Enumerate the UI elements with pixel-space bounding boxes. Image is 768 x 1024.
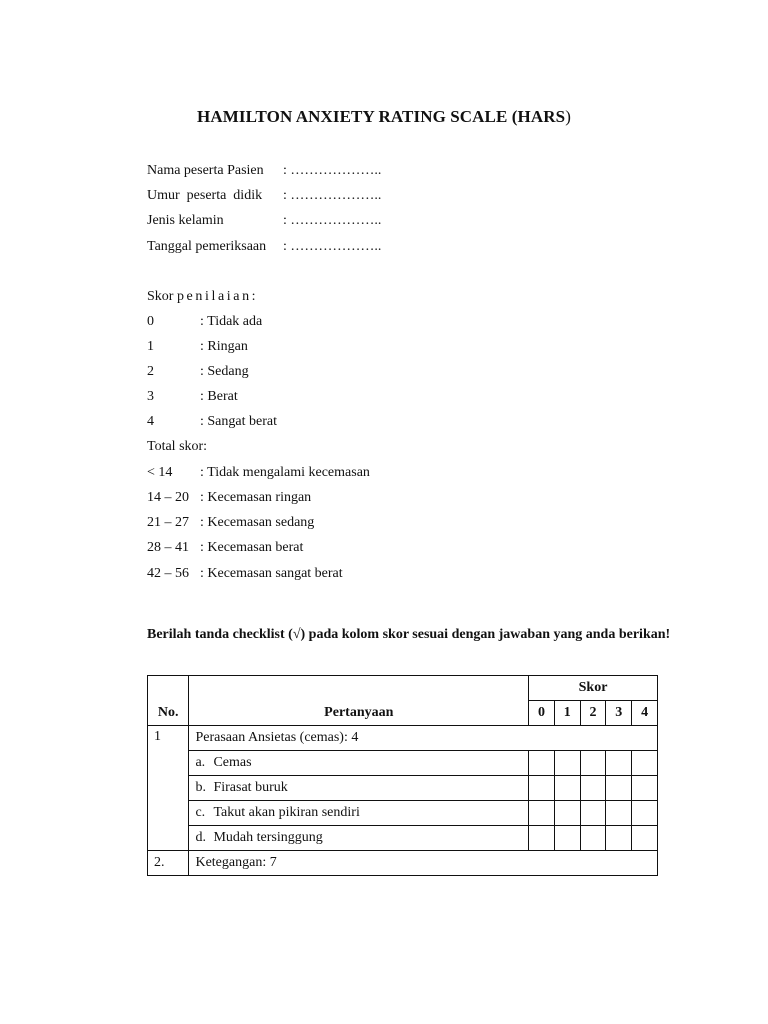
score-cell-1[interactable] — [554, 751, 580, 776]
table-subrow — [148, 776, 658, 801]
scoring-key: 0 — [147, 314, 154, 329]
header-score: Skor — [529, 676, 658, 701]
score-col-4: 4 — [632, 701, 658, 726]
total-item — [147, 490, 311, 506]
table-row — [148, 851, 658, 876]
instruction-text: Berilah tanda checklist (√) pada kolom skor sesuai dengan jawaban yang anda berikan! — [147, 627, 671, 642]
identity-row-name — [147, 163, 381, 179]
total-key: 21 – 27 — [147, 515, 189, 530]
identity-value: : ……………….. — [283, 163, 382, 178]
identity-row-age — [147, 188, 381, 204]
total-value: : Kecemasan sedang — [200, 515, 315, 530]
scoring-key: 2 — [147, 364, 154, 379]
identity-label: Nama peserta Pasien — [147, 163, 264, 178]
item-text: Mudah tersinggung — [213, 830, 323, 845]
question-item — [189, 776, 529, 801]
table-row — [148, 726, 658, 751]
total-value: : Kecemasan sangat berat — [200, 566, 343, 581]
score-cell-1[interactable] — [554, 776, 580, 801]
total-key: 42 – 56 — [147, 566, 189, 581]
score-cell-2[interactable] — [580, 826, 606, 851]
item-letter: a. — [195, 755, 206, 770]
identity-label: Tanggal pemeriksaan — [147, 239, 267, 254]
item-text: Cemas — [213, 755, 252, 770]
scoring-item — [147, 389, 238, 405]
scoring-value: : Tidak ada — [200, 314, 263, 329]
score-cell-0[interactable] — [529, 776, 555, 801]
total-value: : Kecemasan berat — [200, 540, 304, 555]
header-question: Pertanyaan — [189, 676, 529, 726]
score-cell-4[interactable] — [632, 801, 658, 826]
item-letter: b. — [195, 780, 206, 795]
score-cell-0[interactable] — [529, 826, 555, 851]
total-value: : Tidak mengalami kecemasan — [200, 465, 370, 480]
scoring-value: : Berat — [200, 389, 238, 404]
scoring-value: : Ringan — [200, 339, 248, 354]
score-cell-3[interactable] — [606, 776, 632, 801]
question-text: Perasaan Ansietas (cemas): 4 — [189, 726, 658, 751]
scoring-key: 1 — [147, 339, 154, 354]
scoring-value: : Sedang — [200, 364, 249, 379]
scoring-item — [147, 414, 277, 430]
score-cell-1[interactable] — [554, 826, 580, 851]
question-text: Ketegangan: 7 — [189, 851, 658, 876]
identity-value: : ……………….. — [283, 239, 382, 254]
identity-label: Umur peserta didik — [147, 188, 263, 203]
scoring-item — [147, 339, 248, 355]
scoring-key: 4 — [147, 414, 154, 429]
item-letter: c. — [195, 805, 206, 820]
score-col-1: 1 — [554, 701, 580, 726]
identity-label: Jenis kelamin — [147, 213, 224, 228]
identity-value: : ……………….. — [283, 188, 382, 203]
total-item — [147, 515, 314, 531]
total-item — [147, 540, 303, 556]
scoring-key: 3 — [147, 389, 154, 404]
table-header-row-1 — [148, 676, 658, 701]
header-no: No. — [148, 676, 189, 726]
score-cell-3[interactable] — [606, 826, 632, 851]
score-cell-1[interactable] — [554, 801, 580, 826]
identity-value: : ……………….. — [283, 213, 382, 228]
scoring-heading — [147, 289, 258, 305]
item-text: Firasat buruk — [213, 780, 288, 795]
scoring-item — [147, 314, 262, 330]
scoring-value: : Sangat berat — [200, 414, 277, 429]
identity-row-sex — [147, 213, 381, 229]
score-cell-3[interactable] — [606, 801, 632, 826]
total-heading: Total skor: — [147, 439, 208, 454]
score-cell-0[interactable] — [529, 801, 555, 826]
row-number: 2. — [148, 851, 189, 876]
score-col-0: 0 — [529, 701, 555, 726]
total-key: 28 – 41 — [147, 540, 189, 555]
scoring-item — [147, 364, 249, 380]
hars-table — [147, 675, 658, 876]
question-item — [189, 801, 529, 826]
question-item — [189, 826, 529, 851]
score-cell-4[interactable] — [632, 751, 658, 776]
total-item — [147, 566, 343, 582]
scoring-heading-a: Skor — [147, 289, 177, 304]
document-title-main: HAMILTON ANXIETY RATING SCALE (HARS — [197, 107, 566, 126]
identity-row-date — [147, 239, 381, 255]
question-item — [189, 751, 529, 776]
total-key: 14 – 20 — [147, 490, 189, 505]
score-cell-2[interactable] — [580, 751, 606, 776]
document-title — [0, 107, 768, 127]
item-letter: d. — [195, 830, 206, 845]
score-cell-2[interactable] — [580, 801, 606, 826]
total-item — [147, 465, 370, 481]
table-subrow — [148, 801, 658, 826]
score-cell-4[interactable] — [632, 826, 658, 851]
item-text: Takut akan pikiran sendiri — [213, 805, 360, 820]
score-cell-4[interactable] — [632, 776, 658, 801]
total-key: < 14 — [147, 465, 173, 480]
scoring-heading-b: penilaian: — [176, 289, 259, 304]
score-col-2: 2 — [580, 701, 606, 726]
document-title-close-paren: ) — [565, 107, 571, 126]
row-number: 1 — [148, 726, 189, 851]
total-value: : Kecemasan ringan — [200, 490, 312, 505]
score-col-3: 3 — [606, 701, 632, 726]
score-cell-0[interactable] — [529, 751, 555, 776]
table-subrow — [148, 826, 658, 851]
score-cell-3[interactable] — [606, 751, 632, 776]
table-subrow — [148, 751, 658, 776]
score-cell-2[interactable] — [580, 776, 606, 801]
